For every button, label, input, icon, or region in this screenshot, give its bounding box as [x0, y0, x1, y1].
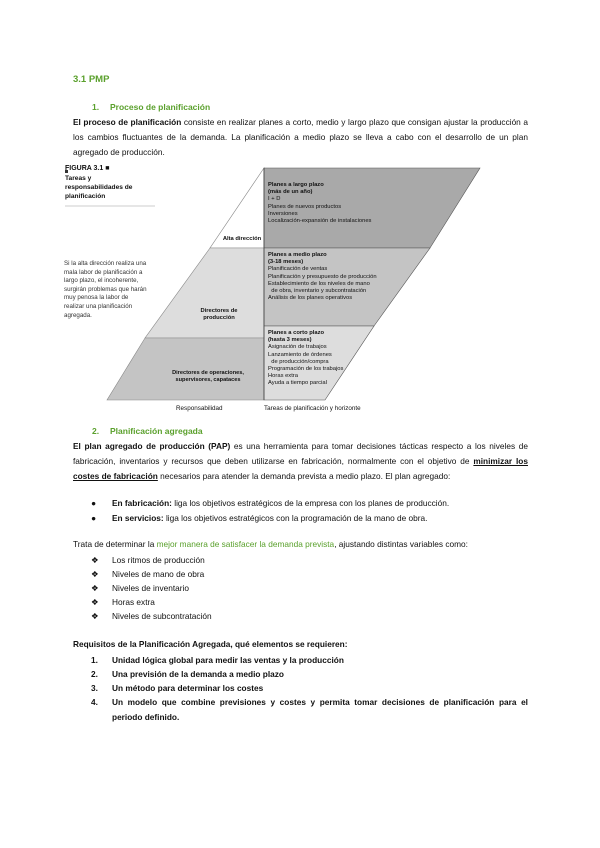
task-item: Análisis de los planes operativos	[268, 295, 353, 302]
bullet-text: liga los objetivos estratégicos con la programación de la mano de obra.	[163, 513, 428, 523]
paragraph-planning-process	[73, 115, 528, 160]
task-item: Programación de los trabajos	[268, 366, 344, 373]
list-item	[91, 553, 491, 567]
figure-label	[65, 165, 145, 172]
list-number: 3.	[91, 683, 98, 693]
requirements-title: Requisitos de la Planificación Agregada, qué elementos se requieren:	[73, 639, 348, 649]
task-item: Horas extra	[268, 373, 298, 380]
figure-planning-tasks	[60, 160, 540, 422]
figure-label-text: FIGURA 3.1	[65, 165, 104, 172]
task-item: I + D	[268, 196, 281, 203]
list-number: 4.	[91, 697, 98, 707]
list-number: 1.	[91, 655, 98, 665]
task-item: de producción/compra	[268, 358, 329, 365]
figure-label-marker: ■	[105, 165, 110, 172]
bullet-marker: ●	[91, 498, 97, 508]
list-item	[91, 511, 531, 526]
task-item: Planificación de ventas	[268, 266, 328, 273]
diamond-bullet-icon: ❖	[91, 611, 99, 621]
list-item-text: Los ritmos de producción	[112, 555, 205, 565]
list-item	[91, 609, 491, 623]
paragraph-body-a: es una herramienta para tomar decisiones tácticas respecto a los niveles de fabricación, inventarios y recursos que deben utilizarse en fabricación, normalmente con el objetivo de	[73, 441, 528, 466]
list-item-text: Una previsión de la demanda a medio plazo	[112, 669, 284, 679]
task-horizon: (más de un año)	[268, 189, 313, 196]
bullet-marker: ●	[91, 513, 97, 523]
task-block-long	[268, 182, 418, 225]
paragraph-body-b: necesarios para atender la demanda prevista a medio plazo. El plan agregado:	[157, 471, 451, 481]
level-label-bottom: Directores de operaciones, supervisores, capataces	[172, 370, 244, 383]
task-title: Planes a largo plazo	[268, 182, 324, 188]
task-item: Establecimiento de los niveles de mano	[268, 280, 370, 287]
subheading-number: 2.	[92, 426, 100, 436]
list-item	[91, 581, 491, 595]
paragraph-body: consiste en realizar planes a corto, medio y largo plazo que consigan ajustar la producción a los cambios fluctuantes de la demanda. La planificación a medio plazo se lleva a cabo con el desarrollo de un plan agregado de producción.	[73, 117, 528, 157]
axis-caption-tasks: Tareas de planificación y horizonte	[264, 405, 361, 412]
level-bottom-region	[107, 338, 264, 400]
bullet-text: liga los objetivos estratégicos de la empresa con los planes de producción.	[171, 498, 450, 508]
requirements-list	[91, 653, 528, 725]
axis-caption-responsibility: Responsabilidad	[176, 405, 223, 412]
task-item: Ayuda a tiempo parcial	[268, 380, 327, 387]
paragraph-variables-intro	[73, 537, 528, 552]
task-item: de obra, inventario y subcontratación	[268, 288, 367, 295]
diamond-bullet-icon: ❖	[91, 597, 99, 607]
bullet-lead: En servicios:	[112, 513, 164, 523]
paragraph-body-b: , ajustando distintas variables como:	[334, 539, 468, 549]
section-title: 3.1 PMP	[73, 74, 110, 85]
list-item-text: Horas extra	[112, 597, 155, 607]
bullet-list	[91, 496, 531, 526]
variables-list	[91, 553, 491, 623]
level-label-top: Alta dirección	[222, 236, 262, 242]
list-item-text: Unidad lógica global para medir las ventas y la producción	[112, 655, 344, 665]
subheading-title: Planificación agregada	[110, 426, 203, 436]
list-item-text: Un modelo que combine previsiones y costes y permita tomar decisiones de planificación para el periodo definido.	[112, 697, 528, 722]
list-item	[91, 595, 491, 609]
diamond-bullet-icon: ❖	[91, 569, 99, 579]
paragraph-body-a: Trata de determinar la	[73, 539, 157, 549]
task-item: Inversiones	[268, 210, 298, 217]
paragraph-lead: El proceso de planificación	[73, 117, 182, 127]
level-label-middle: Directores de producción	[200, 308, 238, 321]
task-block-short	[268, 330, 368, 388]
bullet-lead: En fabricación:	[112, 498, 172, 508]
paragraph-underlined: minimizar los costes de fabricación	[73, 456, 528, 481]
figure-side-note: Si la alta dirección realiza una mala labor de planificación a largo plazo, el incoherente, surgirán problemas que harán muy penosa la labor de realizar una planificación agregada.	[64, 260, 147, 319]
subheading-number: 1.	[92, 102, 100, 112]
list-item-text: Niveles de inventario	[112, 583, 190, 593]
task-title: Planes a corto plazo	[268, 330, 325, 336]
paragraph-lead: El plan agregado de producción (PAP)	[73, 441, 231, 451]
subheading-planning-process	[92, 102, 210, 112]
list-number: 2.	[91, 669, 98, 679]
list-item	[91, 653, 528, 667]
list-item	[91, 695, 528, 725]
task-item: Planificación y presupuesto de producción	[268, 273, 377, 280]
task-horizon: (hasta 3 meses)	[268, 337, 312, 344]
task-title: Planes a medio plazo	[268, 252, 327, 258]
paragraph-highlight: mejor manera de satisfacer la demanda prevista	[156, 539, 335, 549]
list-item	[91, 567, 491, 581]
list-item-text: Niveles de mano de obra	[112, 569, 205, 579]
diamond-bullet-icon: ❖	[91, 583, 99, 593]
list-item-text: Un método para determinar los costes	[112, 683, 264, 693]
task-item: Lanzamiento de órdenes	[268, 351, 332, 358]
task-item: Planes de nuevos productos	[268, 203, 342, 210]
level-middle-region	[145, 248, 264, 338]
figure-title: Tareas y responsabilidades de planificación	[65, 175, 133, 200]
list-item	[91, 667, 528, 681]
diamond-bullet-icon: ❖	[91, 555, 99, 565]
list-item	[91, 496, 531, 511]
task-horizon: (3-18 meses)	[268, 259, 304, 266]
task-block-medium	[268, 252, 408, 302]
list-item-text: Niveles de subcontratación	[112, 611, 212, 621]
task-item: Localización-expansión de instalaciones	[268, 218, 372, 225]
task-item: Asignación de trabajos	[268, 344, 327, 351]
list-item	[91, 681, 528, 695]
paragraph-aggregate-plan	[73, 439, 528, 484]
subheading-title: Proceso de planificación	[110, 102, 211, 112]
subheading-aggregate-planning	[92, 426, 203, 436]
